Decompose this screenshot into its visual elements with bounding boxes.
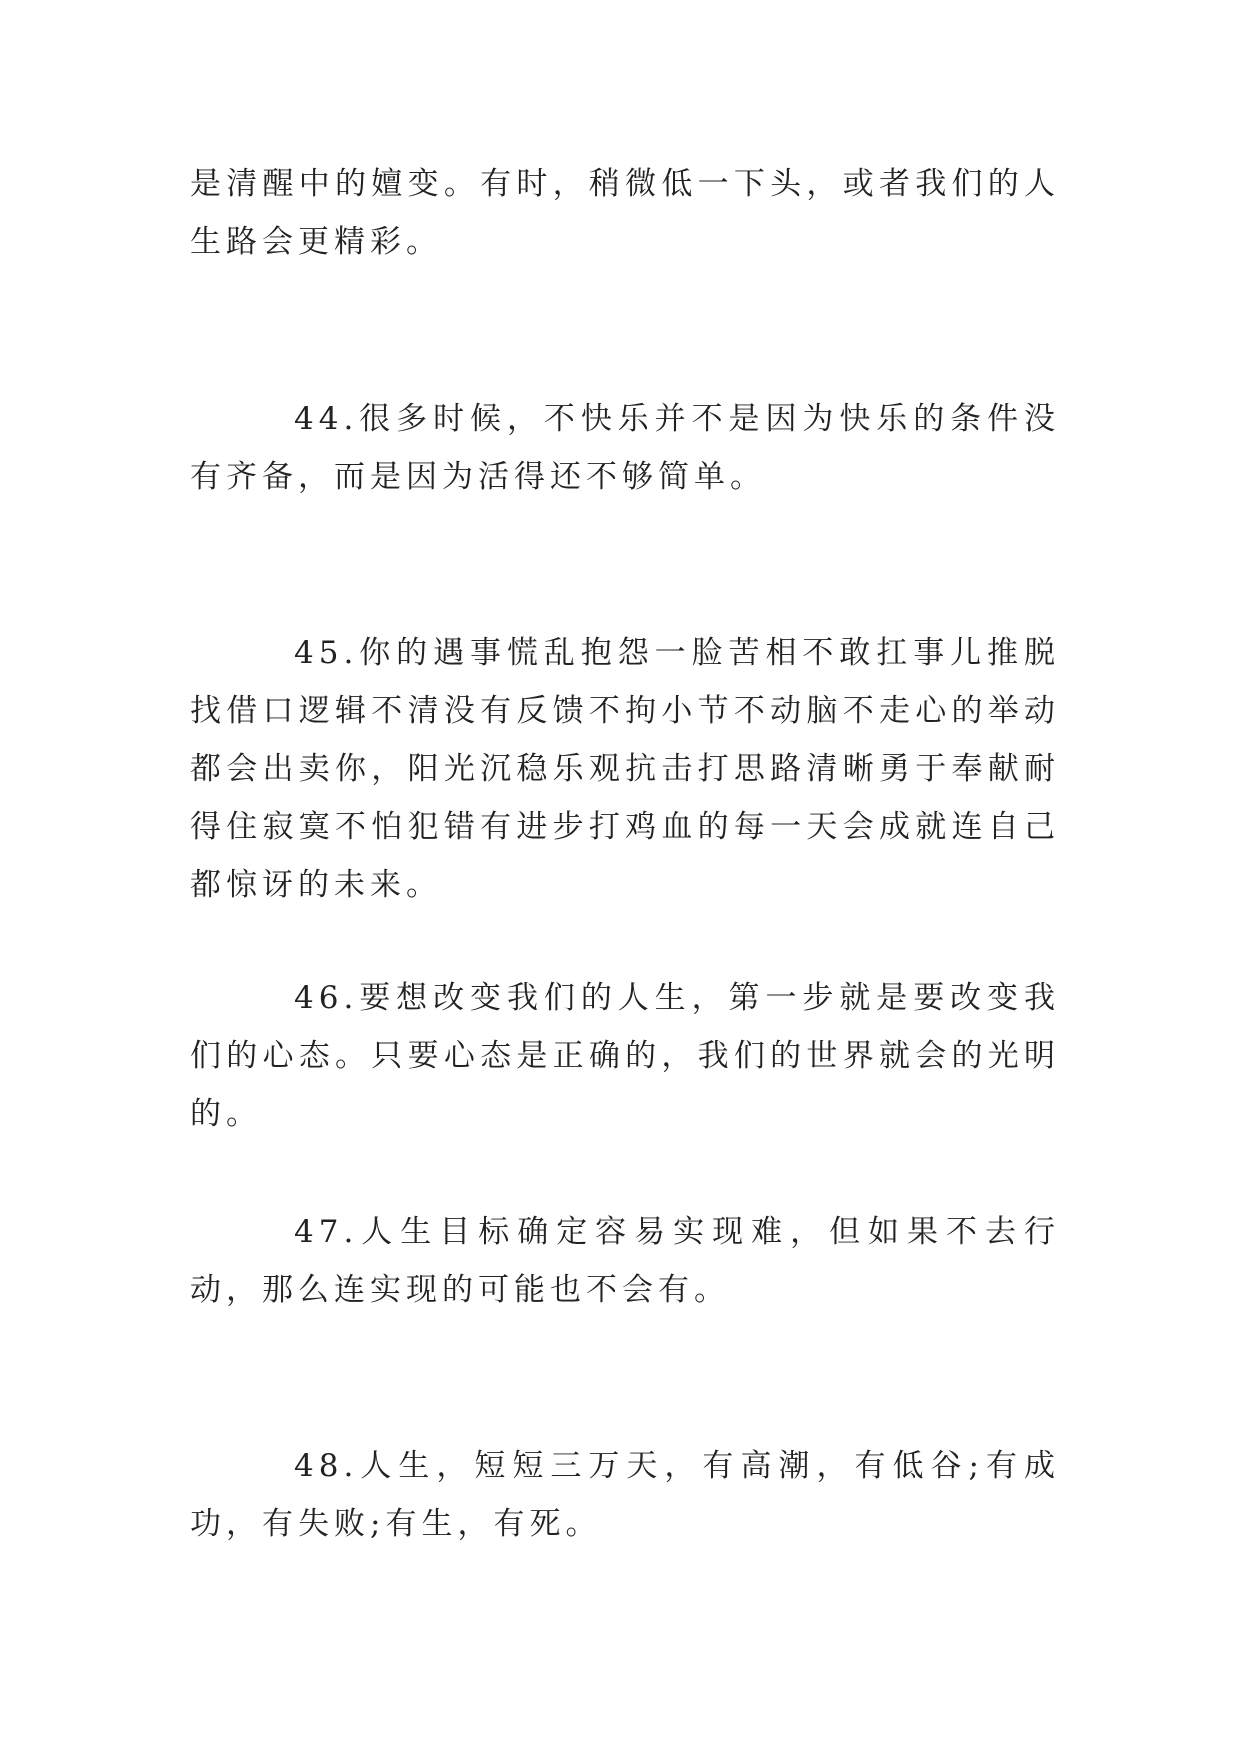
list-item-48: 48.人生，短短三万天，有高潮，有低谷;有成功，有失败;有生，有死。 bbox=[190, 1448, 1060, 1542]
continuation-paragraph: 是清醒中的嬗变。有时，稍微低一下头，或者我们的人生路会更精彩。 bbox=[190, 166, 1060, 260]
list-item-45: 45.你的遇事慌乱抱怨一脸苦相不敢扛事儿推脱找借口逻辑不清没有反馈不拘小节不动脑不走心的举动都会出卖你，阳光沉稳乐观抗击打思路清晰勇于奉献耐得住寂寞不怕犯错有进步打鸡血的每一天会成就连自己都惊讶的未来。 bbox=[190, 635, 1060, 903]
list-item-47: 47.人生目标确定容易实现难，但如果不去行动，那么连实现的可能也不会有。 bbox=[190, 1214, 1060, 1308]
list-item-46: 46.要想改变我们的人生，第一步就是要改变我们的心态。只要心态是正确的，我们的世界就会的光明的。 bbox=[190, 980, 1060, 1132]
list-item-44: 44.很多时候，不快乐并不是因为快乐的条件没有齐备，而是因为活得还不够简单。 bbox=[190, 401, 1060, 495]
